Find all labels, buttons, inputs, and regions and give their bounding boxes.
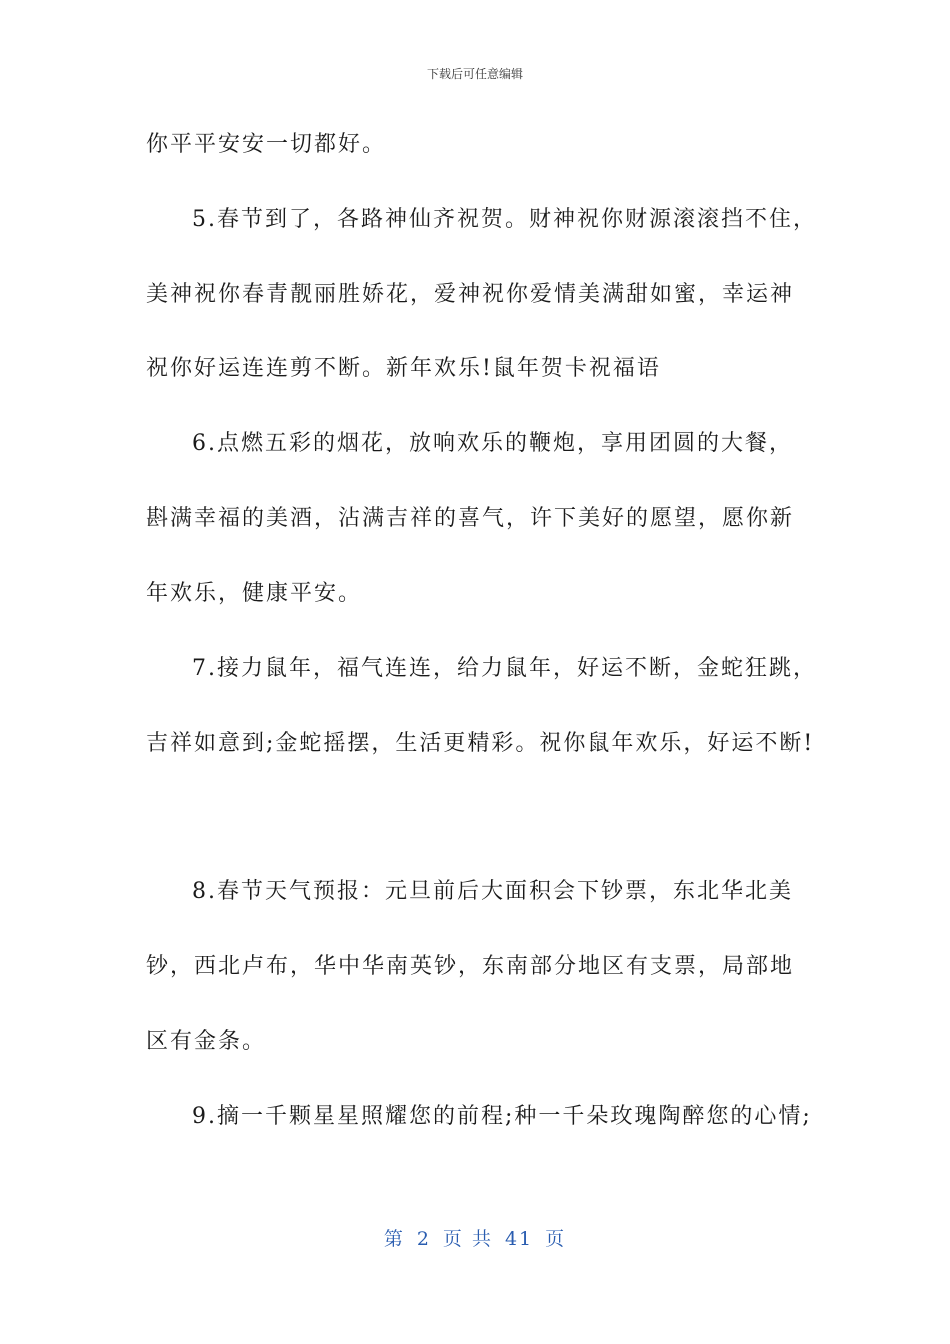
- body-line: 斟满幸福的美酒，沾满吉祥的喜气，许下美好的愿望，愿你新: [146, 506, 795, 531]
- page-footer: [0, 1226, 950, 1252]
- body-line: 祝你好运连连剪不断。新年欢乐!鼠年贺卡祝福语: [146, 356, 661, 381]
- body-line: 你平平安安一切都好。: [146, 132, 387, 157]
- footer-suffix: 页: [545, 1228, 567, 1250]
- body-line: 5.春节到了，各路神仙齐祝贺。财神祝你财源滚滚挡不住，: [192, 207, 817, 232]
- body-line: 吉祥如意到;金蛇摇摆，生活更精彩。祝你鼠年欢乐，好运不断!: [146, 731, 815, 756]
- body-line: 7.接力鼠年，福气连连，给力鼠年，好运不断，金蛇狂跳，: [192, 656, 817, 681]
- footer-page-number: 2: [416, 1228, 431, 1250]
- page-header: 下载后可任意编辑: [426, 67, 523, 81]
- footer-middle: 页 共: [442, 1228, 493, 1250]
- body-line: 8.春节天气预报：元旦前后大面积会下钞票，东北华北美: [192, 879, 793, 904]
- body-line: 6.点燃五彩的烟花，放响欢乐的鞭炮，享用团圆的大餐，: [192, 431, 793, 456]
- body-line: 9.摘一千颗星星照耀您的前程;种一千朵玫瑰陶醉您的心情;: [192, 1104, 812, 1129]
- body-line: 区有金条。: [146, 1029, 267, 1054]
- body-line: 钞，西北卢布，华中华南英钞，东南部分地区有支票，局部地: [146, 954, 795, 979]
- body-line: 年欢乐，健康平安。: [146, 581, 363, 606]
- footer-total-pages: 41: [504, 1228, 534, 1250]
- body-line: 美神祝你春青靓丽胜娇花，爱神祝你爱情美满甜如蜜，幸运神: [146, 282, 795, 307]
- footer-prefix: 第: [383, 1228, 405, 1250]
